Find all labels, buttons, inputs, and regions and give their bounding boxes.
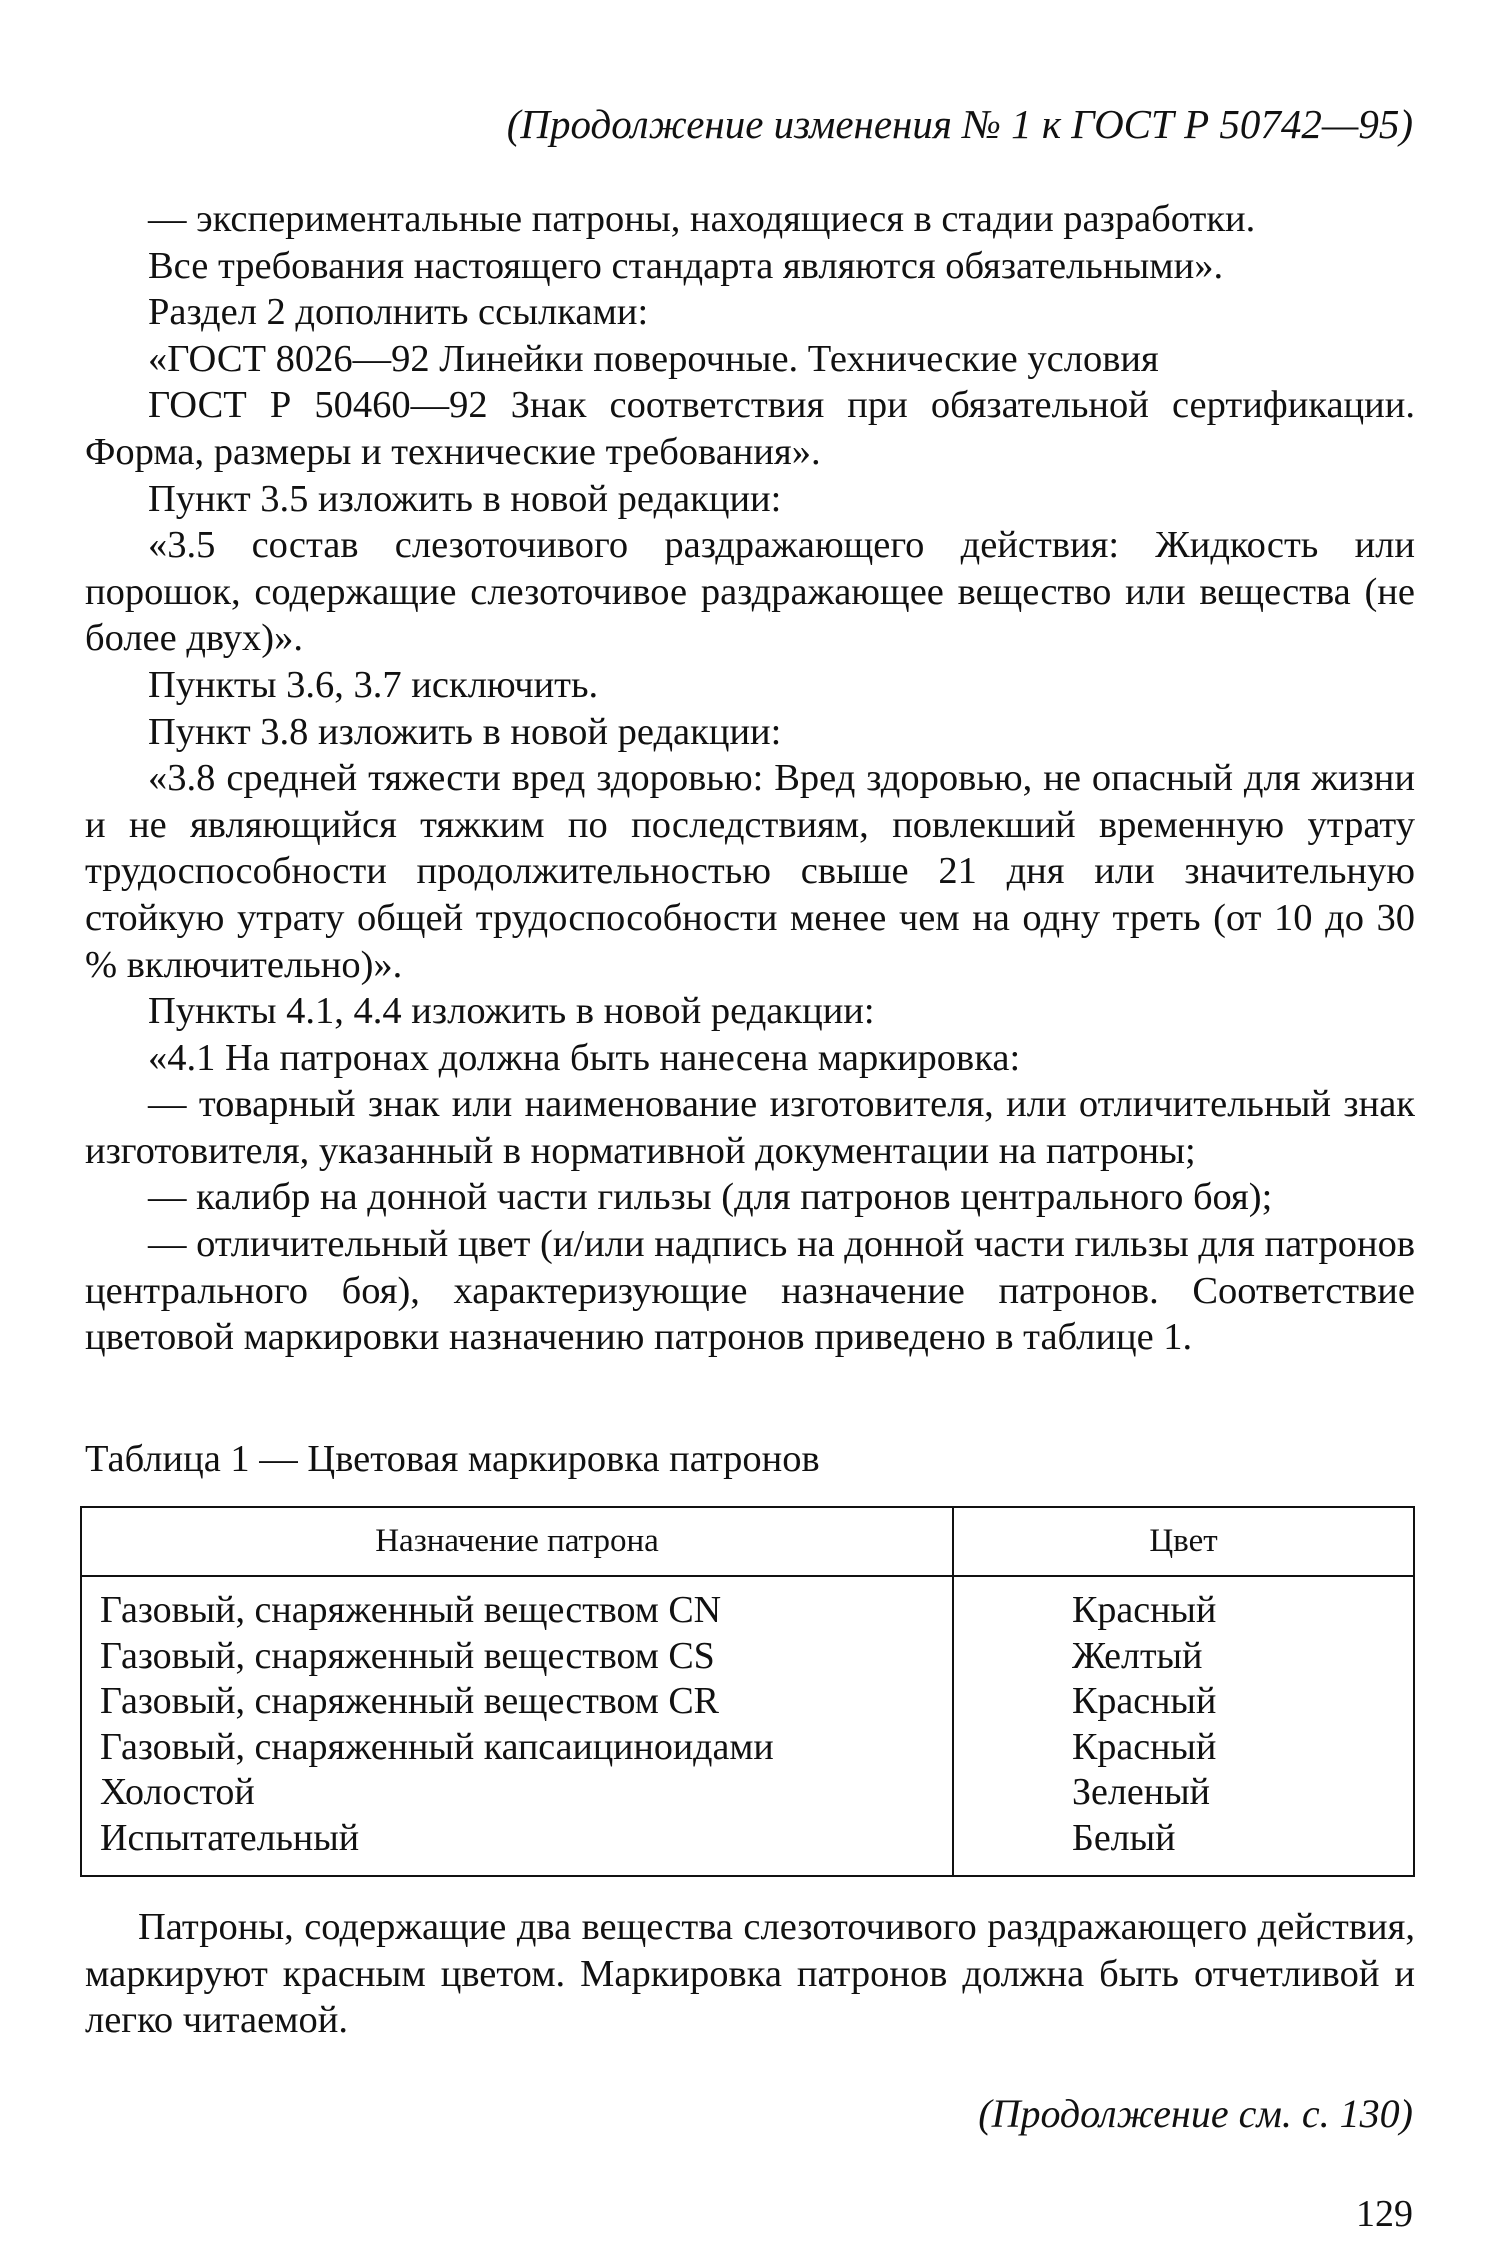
cell-color: Белый [953, 1816, 1414, 1877]
page-number: 129 [1356, 2193, 1413, 2235]
paragraph: Все требования настоящего стандарта являются обязательными». [148, 244, 1224, 287]
paragraph: Пункты 4.1, 4.4 изложить в новой редакции: [148, 990, 875, 1033]
cell-color: Красный [953, 1725, 1414, 1771]
paragraph: — экспериментальные патроны, находящиеся в стадии разработки. [148, 198, 1256, 240]
cell-purpose: Испытательный [81, 1816, 953, 1877]
table-row [81, 1679, 1414, 1725]
table-header-row [81, 1507, 1414, 1576]
table-row [81, 1634, 1414, 1680]
table-row [81, 1725, 1414, 1771]
cell-color: Зеленый [953, 1770, 1414, 1816]
table-row [81, 1576, 1414, 1634]
column-header-purpose: Назначение патрона [81, 1507, 953, 1576]
paragraph: — калибр на донной части гильзы (для патронов центрального боя); [148, 1176, 1273, 1219]
paragraph: Пункт 3.5 изложить в новой редакции: [148, 477, 782, 520]
cell-purpose: Газовый, снаряженный веществом CN [81, 1576, 953, 1634]
after-table-text [85, 1904, 1415, 2044]
cell-color: Желтый [953, 1634, 1414, 1680]
paragraph: Патроны, содержащие два вещества слезоточивого раздражающего действия, маркируют красным цветом. Маркировка патронов должна быть отчетливой и легко читаемой. [85, 1906, 1415, 2042]
paragraph: «ГОСТ 8026—92 Линейки поверочные. Технические условия [148, 337, 1159, 380]
cell-purpose: Газовый, снаряженный веществом CS [81, 1634, 953, 1680]
paragraph: ГОСТ Р 50460—92 Знак соответствия при обязательной сертификации. Форма, размеры и технические требования». [85, 384, 1415, 473]
table-row [81, 1816, 1414, 1877]
table-caption: Таблица 1 — Цветовая маркировка патронов [85, 1438, 820, 1480]
cell-color: Красный [953, 1576, 1414, 1634]
continuation-note: (Продолжение см. с. 130) [978, 2091, 1413, 2136]
cell-color: Красный [953, 1679, 1414, 1725]
paragraph: — товарный знак или наименование изготовителя, или отличительный знак изготовителя, указанный в нормативной документации на патроны; [85, 1083, 1415, 1172]
cell-purpose: Газовый, снаряженный капсаициноидами [81, 1725, 953, 1771]
paragraph: Пункты 3.6, 3.7 исключить. [148, 663, 599, 706]
cell-purpose: Газовый, снаряженный веществом CR [81, 1679, 953, 1725]
paragraph: Пункт 3.8 изложить в новой редакции: [148, 710, 782, 753]
cell-purpose: Холостой [81, 1770, 953, 1816]
color-marking-table [80, 1506, 1415, 1877]
paragraph: — отличительный цвет (и/или надпись на донной части гильзы для патронов центрального боя), характеризующие назначение патронов. Соответствие цветовой маркировки назначению патронов приведено в таблице 1. [85, 1223, 1415, 1359]
paragraph: Раздел 2 дополнить ссылками: [148, 291, 649, 334]
table-row [81, 1770, 1414, 1816]
body-text [85, 196, 1415, 1361]
running-header: (Продолжение изменения № 1 к ГОСТ Р 50742—95) [506, 101, 1413, 147]
paragraph: «4.1 На патронах должна быть нанесена маркировка: [148, 1036, 1021, 1079]
column-header-color: Цвет [953, 1507, 1414, 1576]
paragraph: «3.5 состав слезоточивого раздражающего действия: Жидкость или порошок, содержащие слезоточивое раздражающее вещество или вещества (не более двух)». [85, 524, 1415, 660]
paragraph: «3.8 средней тяжести вред здоровью: Вред здоровью, не опасный для жизни и не являющийся тяжким по последствиям, повлекший временную утрату трудоспособности продолжительностью свыше 21 дня или значительную стойкую утрату общей трудоспособности менее чем на одну треть (от 10 до 30 % включительно)». [85, 757, 1415, 986]
